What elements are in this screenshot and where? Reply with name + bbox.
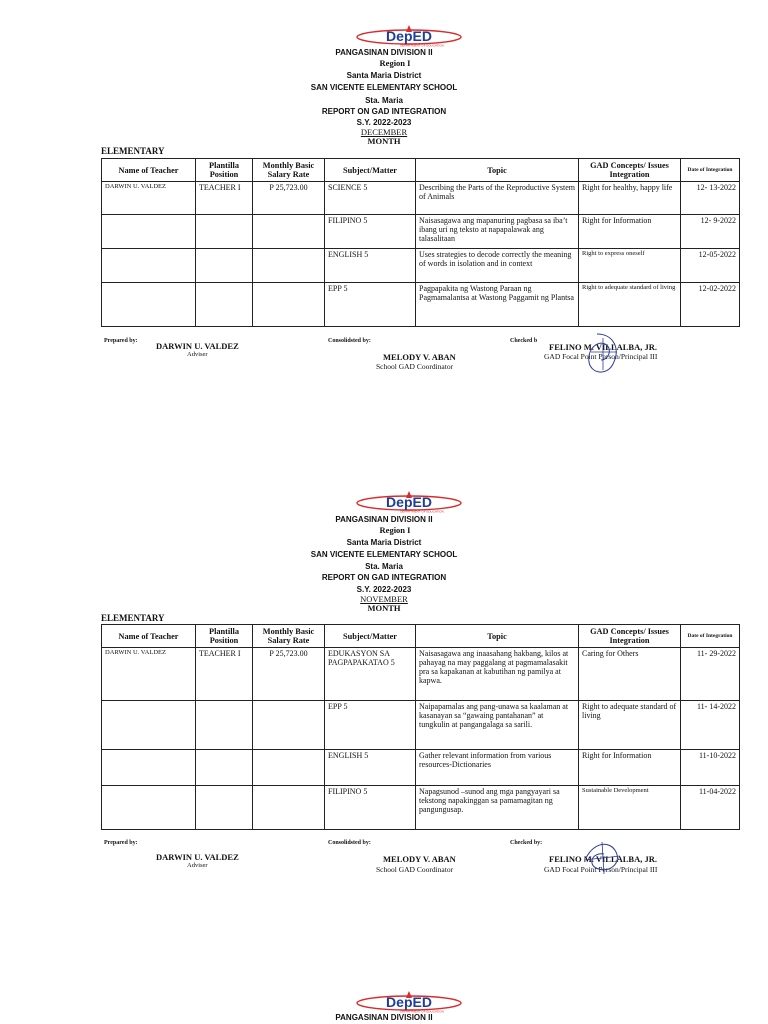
col-date: Date of Integration (681, 625, 740, 648)
cell-date: 11- 29-2022 (681, 648, 740, 701)
division-title: PANGASINAN DIVISION II (335, 1013, 433, 1022)
month-caption: MONTH (367, 136, 401, 146)
cell-topic: Naipapamalas ang pang-unawa sa kaalaman at kasanayan sa “gawaing pantahanan” at tungkulin at pangangalaga sa sarili. (416, 701, 579, 750)
col-topic: Topic (416, 625, 579, 648)
deped-logo-icon (356, 490, 462, 514)
col-salary: Monthly Basic Salary Rate (253, 159, 325, 182)
cell-subject: ENGLISH 5 (325, 750, 416, 786)
table-row (102, 249, 740, 283)
cell-salary (253, 701, 325, 750)
checked-name: FELINO M. VILLALBA, JR. (549, 854, 657, 864)
col-teacher: Name of Teacher (102, 625, 196, 648)
cell-gad: Right to express oneself (579, 249, 681, 283)
prepared-role: Adviser (187, 862, 208, 869)
cell-date: 11-04-2022 (681, 786, 740, 830)
deped-logo-icon (356, 990, 462, 1014)
table-row (102, 215, 740, 249)
cell-subject: EDUKASYON SA PAGPAPAKATAO 5 (325, 648, 416, 701)
cell-position (196, 786, 253, 830)
cell-teacher (102, 283, 196, 327)
cell-topic: Describing the Parts of the Reproductive System of Animals (416, 182, 579, 215)
district-title: Santa Maria District (346, 538, 422, 547)
consolidated-label: Consolidsted by: (328, 840, 371, 846)
table-header-row (102, 625, 740, 648)
cell-gad: Sustainable Development (579, 786, 681, 830)
cell-date: 12- 13-2022 (681, 182, 740, 215)
gad-table-november (101, 624, 740, 830)
report-title: REPORT ON GAD INTEGRATION (321, 107, 447, 116)
svg-text:DepED: DepED (386, 28, 432, 44)
cell-gad: Right for healthy, happy life (579, 182, 681, 215)
cell-gad: Right for Information (579, 750, 681, 786)
town-title: Sta. Maria (365, 562, 403, 571)
district-title: Santa Maria District (346, 71, 422, 80)
prepared-name: DARWIN U. VALDEZ (156, 852, 239, 862)
cell-teacher: DARWIN U. VALDEZ (102, 648, 196, 701)
cell-salary (253, 283, 325, 327)
cell-date: 12-05-2022 (681, 249, 740, 283)
month-caption: MONTH (367, 603, 401, 613)
prepared-name: DARWIN U. VALDEZ (156, 341, 239, 351)
col-position: Plantilla Position (196, 159, 253, 182)
table-header-row (102, 159, 740, 182)
cell-gad: Right to adequate standard of living (579, 283, 681, 327)
cell-position (196, 750, 253, 786)
cell-date: 11- 14-2022 (681, 701, 740, 750)
cell-teacher (102, 249, 196, 283)
consolidated-role: School GAD Coordinator (376, 362, 454, 371)
col-subject: Subject/Matter (325, 625, 416, 648)
col-gad: GAD Concepts/ Issues Integration (579, 159, 681, 182)
cell-teacher: DARWIN U. VALDEZ (102, 182, 196, 215)
col-subject: Subject/Matter (325, 159, 416, 182)
table-row (102, 750, 740, 786)
svg-text:DEPARTMENT OF EDUCATION: DEPARTMENT OF EDUCATION (400, 509, 444, 514)
col-teacher: Name of Teacher (102, 159, 196, 182)
report-title: REPORT ON GAD INTEGRATION (321, 573, 447, 582)
consolidated-role: School GAD Coordinator (376, 865, 454, 874)
table-row (102, 701, 740, 750)
cell-subject: ENGLISH 5 (325, 249, 416, 283)
signature-scribble-icon (580, 838, 624, 878)
gad-table-december (101, 158, 740, 327)
checked-label: Checked by: (510, 840, 543, 846)
cell-subject: FILIPINO 5 (325, 786, 416, 830)
consolidated-name: MELODY V. ABAN (383, 352, 456, 362)
checked-label: Checked b (510, 338, 538, 344)
cell-date: 11-10-2022 (681, 750, 740, 786)
table-row (102, 786, 740, 830)
school-title: SAN VICENTE ELEMENTARY SCHOOL (310, 550, 458, 559)
cell-gad: Right to adequate standard of living (579, 701, 681, 750)
deped-logo-icon (356, 24, 462, 48)
cell-salary: P 25,723.00 (253, 648, 325, 701)
cell-salary (253, 215, 325, 249)
cell-topic: Gather relevant information from various resources-Dictionaries (416, 750, 579, 786)
checked-name: FELINO M. VILLALBA, JR. (549, 342, 657, 352)
col-topic: Topic (416, 159, 579, 182)
cell-subject: EPP 5 (325, 283, 416, 327)
month-value: DECEMBER (360, 127, 408, 137)
prepared-label: Prepared by: (104, 338, 138, 344)
cell-gad: Caring for Others (579, 648, 681, 701)
level-label: ELEMENTARY (101, 146, 165, 156)
col-salary: Monthly Basic Salary Rate (253, 625, 325, 648)
town-title: Sta. Maria (365, 96, 403, 105)
cell-date: 12-02-2022 (681, 283, 740, 327)
table-row (102, 182, 740, 215)
cell-subject: FILIPINO 5 (325, 215, 416, 249)
cell-salary (253, 750, 325, 786)
division-title: PANGASINAN DIVISION II (335, 48, 433, 57)
checked-role: GAD Focal Point Person/Principal III (544, 352, 658, 361)
cell-subject: EPP 5 (325, 701, 416, 750)
checked-role: GAD Focal Point Person/Principal III (544, 865, 658, 874)
cell-topic: Naisasagawa ang mapanuring pagbasa sa iba’t ibang uri ng teksto at napapalawak ang talasalitaan (416, 215, 579, 249)
cell-salary (253, 249, 325, 283)
month-value: NOVEMBER (360, 594, 408, 604)
cell-teacher (102, 750, 196, 786)
signature-scribble-icon (583, 330, 623, 380)
region-title: Region I (379, 58, 411, 68)
cell-position: TEACHER I (196, 648, 253, 701)
cell-position (196, 215, 253, 249)
table-row (102, 283, 740, 327)
table-row (102, 648, 740, 701)
cell-position: TEACHER I (196, 182, 253, 215)
prepared-label: Prepared by: (104, 840, 138, 846)
col-date: Date of Integration (681, 159, 740, 182)
level-label: ELEMENTARY (101, 613, 165, 623)
consolidated-label: Consolidsted by: (328, 338, 371, 344)
cell-position (196, 283, 253, 327)
cell-topic: Naisasagawa ang inaasahang hakbang, kilos at pahayag na may paggalang at pagmamalasakit pra sa kapakanan at kabutihan ng pamilya at kapwa. (416, 648, 579, 701)
cell-date: 12- 9-2022 (681, 215, 740, 249)
cell-salary: P 25,723.00 (253, 182, 325, 215)
svg-text:DEPARTMENT OF EDUCATION: DEPARTMENT OF EDUCATION (400, 1009, 444, 1014)
cell-topic: Napagsunod –sunod ang mga pangyayari sa tekstong napakinggan sa pamamagitan ng pangungusap. (416, 786, 579, 830)
school-title: SAN VICENTE ELEMENTARY SCHOOL (310, 83, 458, 92)
cell-teacher (102, 701, 196, 750)
col-position: Plantilla Position (196, 625, 253, 648)
cell-teacher (102, 215, 196, 249)
cell-position (196, 701, 253, 750)
cell-position (196, 249, 253, 283)
cell-subject: SCIENCE 5 (325, 182, 416, 215)
cell-teacher (102, 786, 196, 830)
col-gad: GAD Concepts/ Issues Integration (579, 625, 681, 648)
region-title: Region I (379, 525, 411, 535)
cell-salary (253, 786, 325, 830)
cell-topic: Uses strategies to decode correctly the meaning of words in isolation and in context (416, 249, 579, 283)
cell-topic: Pagpapakita ng Wastong Paraan ng Pagmamalantsa at Wastong Paggamit ng Plantsa (416, 283, 579, 327)
consolidated-name: MELODY V. ABAN (383, 854, 456, 864)
school-year: S.Y. 2022-2023 (356, 118, 412, 127)
school-year: S.Y. 2022-2023 (356, 585, 412, 594)
cell-gad: Right for Information (579, 215, 681, 249)
svg-text:DEPARTMENT OF EDUCATION: DEPARTMENT OF EDUCATION (400, 43, 444, 48)
division-title: PANGASINAN DIVISION II (335, 515, 433, 524)
prepared-role: Adviser (187, 351, 208, 358)
svg-text:DepED: DepED (386, 994, 432, 1010)
svg-text:DepED: DepED (386, 494, 432, 510)
